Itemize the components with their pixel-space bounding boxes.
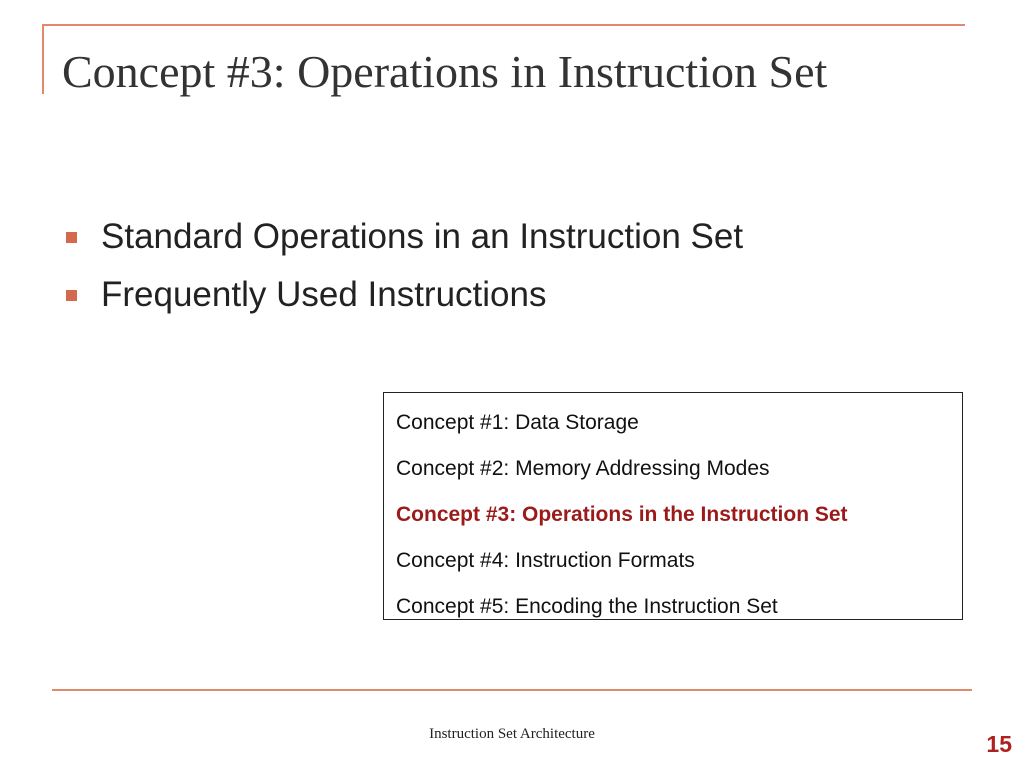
- concept-item-4: Concept #4: Instruction Formats: [396, 549, 695, 572]
- page-number: 15: [986, 731, 1012, 757]
- title-left-rule: [42, 24, 44, 94]
- bullet-item: [66, 266, 743, 324]
- concept-item-2: Concept #2: Memory Addressing Modes: [396, 457, 770, 480]
- square-bullet-icon: [66, 290, 77, 301]
- footer-rule: [52, 689, 972, 691]
- title-top-rule: [42, 24, 965, 26]
- square-bullet-icon: [66, 232, 77, 243]
- concept-list-box: [383, 392, 963, 620]
- bullet-text: Standard Operations in an Instruction Set: [101, 217, 744, 256]
- concept-item-5: Concept #5: Encoding the Instruction Set: [396, 595, 778, 618]
- footer-text: Instruction Set Architecture: [429, 726, 595, 742]
- bullet-list: [66, 208, 743, 324]
- concept-item-3-current: Concept #3: Operations in the Instruction Set: [396, 503, 848, 526]
- concept-item-1: Concept #1: Data Storage: [396, 411, 639, 434]
- bullet-text: Frequently Used Instructions: [101, 275, 547, 314]
- slide-title: Concept #3: Operations in Instruction Set: [62, 46, 828, 97]
- bullet-item: [66, 208, 743, 266]
